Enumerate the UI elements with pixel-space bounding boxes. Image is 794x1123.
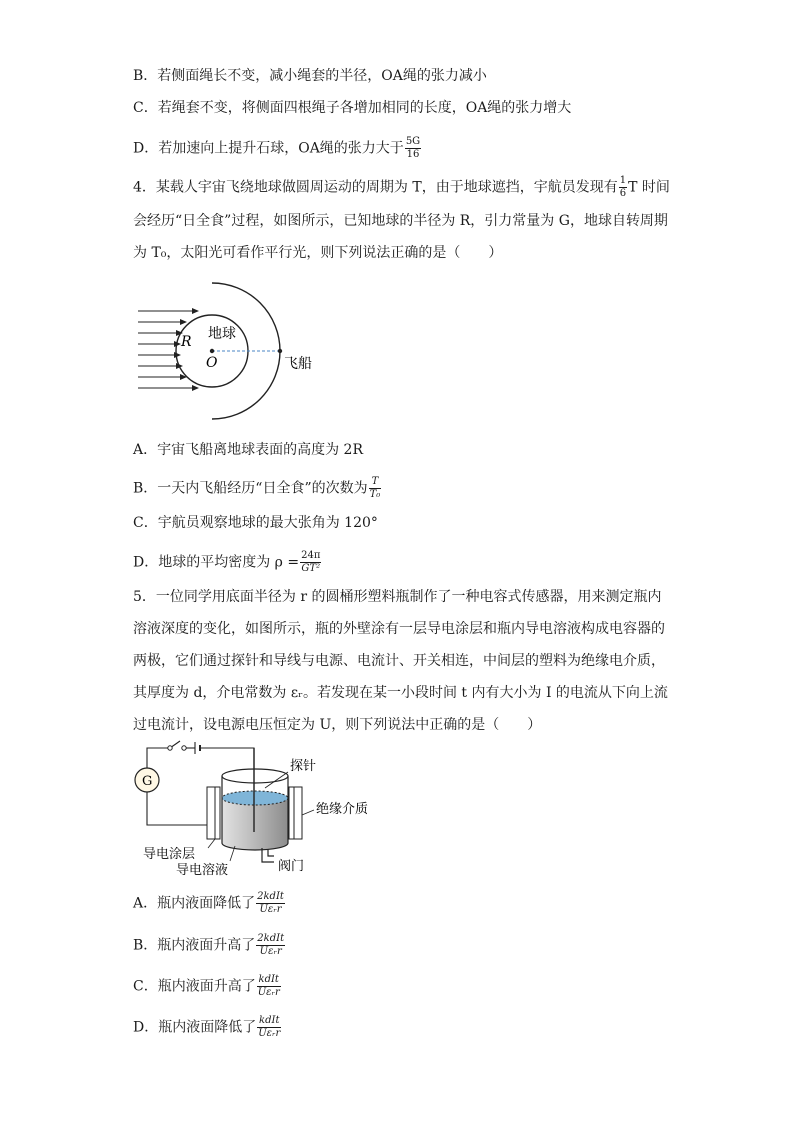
q4-option-b-text: B．一天内飞船经历“日全食”的次数为 xyxy=(133,480,368,497)
q4-option-d-denominator: GT² xyxy=(301,563,321,574)
q3-option-d-denominator: 16 xyxy=(406,149,420,160)
q3-option-d-fraction xyxy=(405,136,421,161)
liquid-surface xyxy=(222,791,288,805)
q5-option-a-fraction xyxy=(256,891,285,916)
q4-option-d-text: D．地球的平均密度为 ρ = xyxy=(133,554,300,571)
q5-option-d-denominator: Uεᵣr xyxy=(258,1028,281,1039)
leader-coating xyxy=(208,839,215,848)
q4-option-d-numerator: 24π xyxy=(301,550,321,561)
wire-left-top xyxy=(147,748,170,768)
label-solution: 导电溶液 xyxy=(176,863,229,878)
leader-probe xyxy=(265,772,288,788)
q5-option-b xyxy=(133,933,286,958)
q4-stem-fraction xyxy=(619,175,627,200)
q4-stem-1a: 4．某载人宇宙飞绕地球做圆周运动的周期为 T，由于地球遮挡，宇航员发现有 xyxy=(133,179,618,196)
q4-figure-earth-orbit xyxy=(130,278,330,426)
q3-option-d xyxy=(133,136,422,161)
q5-stem-line-2: 溶液深度的变化，如图所示，瓶的外壁涂有一层导电涂层和瓶内导电溶液构成电容器的 xyxy=(133,621,665,637)
q4-option-d-fraction xyxy=(300,550,321,575)
label-valve: 阀门 xyxy=(278,859,305,874)
label-probe: 探针 xyxy=(290,759,317,774)
q4-option-b-numerator: T xyxy=(369,476,382,489)
q4-option-a: A．宇宙飞船离地球表面的高度为 2R xyxy=(133,442,364,458)
q3-option-d-text: D．若加速向上提升石球，OA绳的张力大于 xyxy=(133,140,404,157)
switch-contact xyxy=(182,746,186,750)
switch-contact xyxy=(168,746,172,750)
spaceship-dot xyxy=(278,349,282,353)
q5-option-c-text: C．瓶内液面升高了 xyxy=(133,978,256,995)
q3-option-c: C．若绳套不变，将侧面四根绳子各增加相同的长度，OA绳的张力增大 xyxy=(133,100,572,116)
q5-option-b-fraction xyxy=(256,933,285,958)
label-coating: 导电涂层 xyxy=(143,847,196,862)
q4-option-b xyxy=(133,476,382,501)
label-spaceship: 飞船 xyxy=(284,356,312,372)
valve-pipe xyxy=(268,849,274,856)
q5-option-d-text: D．瓶内液面降低了 xyxy=(133,1019,257,1036)
q5-figure-capacitive-sensor xyxy=(130,740,390,880)
label-earth: 地球 xyxy=(208,326,236,342)
q5-option-c xyxy=(133,974,282,999)
q5-stem-line-5: 过电流计，设电源电压恒定为 U，则下列说法中正确的是（ ） xyxy=(133,717,542,733)
label-O: O xyxy=(206,355,218,371)
wire-left-bottom xyxy=(147,792,207,825)
q5-stem-line-4: 其厚度为 d，介电常数为 εᵣ。若发现在某一小段时间 t 内有大小为 I 的电流从下向上流 xyxy=(133,685,668,701)
q4-stem-line-2: 会经历“日全食”过程，如图所示，已知地球的半径为 R，引力常量为 G，地球自转周期 xyxy=(133,213,668,229)
coating-plate-right-outer xyxy=(294,787,302,839)
label-insulator: 绝缘介质 xyxy=(316,802,369,817)
coating-plate-left-outer xyxy=(207,787,215,839)
q5-option-b-denominator: Uεᵣr xyxy=(259,946,282,957)
q4-option-c: C．宇航员观察地球的最大张角为 120° xyxy=(133,515,378,531)
q5-stem-line-3: 两极，它们通过探针和导线与电源、电流计、开关相连，中间层的塑料为绝缘电介质， xyxy=(133,653,665,669)
q5-option-b-text: B．瓶内液面升高了 xyxy=(133,937,256,954)
q4-option-d xyxy=(133,550,322,575)
q5-option-d-numerator: kdIt xyxy=(259,1015,280,1026)
q4-stem-line-1 xyxy=(133,175,670,200)
q5-option-a-numerator: 2kdIt xyxy=(257,891,284,902)
label-G: G xyxy=(142,774,153,789)
q5-option-d-fraction xyxy=(257,1015,281,1040)
q3-option-d-numerator: 5G xyxy=(405,136,421,147)
q4-stem-line-3: 为 T₀，太阳光可看作平行光，则下列说法正确的是（ ） xyxy=(133,245,503,261)
q5-option-c-numerator: kdIt xyxy=(258,974,279,985)
label-R: R xyxy=(181,334,192,350)
leader-insulator xyxy=(302,810,314,815)
coating-plate-right-inner xyxy=(289,787,294,839)
q5-option-a-text: A．瓶内液面降低了 xyxy=(133,895,256,912)
q5-stem-line-1: 5．一位同学用底面半径为 r 的圆桶形塑料瓶制作了一种电容式传感器，用来测定瓶内 xyxy=(133,589,662,605)
q4-stem-1b: T 时间 xyxy=(628,179,670,196)
q4-stem-numerator: 1 xyxy=(619,175,627,186)
coating-plate-left-inner xyxy=(215,787,220,839)
bottle-top-rim xyxy=(222,769,288,783)
q4-stem-denominator: 6 xyxy=(619,188,627,199)
q5-option-b-numerator: 2kdIt xyxy=(257,933,285,944)
q5-option-c-denominator: Uεᵣr xyxy=(257,987,280,998)
solution-liquid xyxy=(222,798,288,850)
q5-option-a-denominator: Uεᵣr xyxy=(259,904,282,915)
q5-option-c-fraction xyxy=(257,974,281,999)
q3-option-b: B．若侧面绳长不变，减小绳套的半径，OA绳的张力减小 xyxy=(133,68,487,84)
q5-option-d xyxy=(133,1015,282,1040)
earth-center-dot xyxy=(210,349,214,353)
q4-option-b-denominator: T₀ xyxy=(369,489,381,500)
q4-option-b-fraction xyxy=(369,476,382,501)
q5-option-a xyxy=(133,891,286,916)
